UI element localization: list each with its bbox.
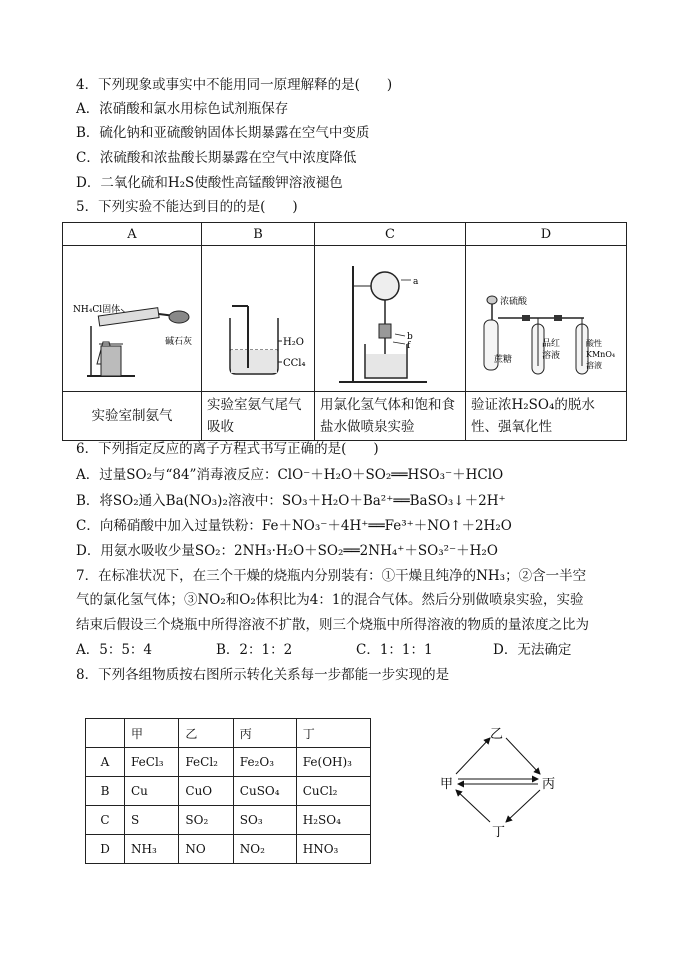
sulfuric-acid-test-figure [466, 246, 626, 391]
d-magenta-solution-label: 溶液 [542, 351, 561, 361]
q5-caption-c: 用氯化氢气体和饱和食盐水做喷泉实验 [315, 392, 466, 441]
q5-header-b: B [202, 223, 315, 246]
q5-caption-d: 验证浓H₂SO₄的脱水性、强氧化性 [466, 392, 627, 441]
c-f-label: f [407, 341, 411, 351]
table-cell: Fe₂O₃ [233, 748, 296, 777]
q7-line-3: 结束后假设三个烧瓶中所得溶液不扩散，则三个烧瓶中所得溶液的物质的量浓度之比为 [76, 617, 589, 633]
d-kmno4-label: KMnO₄ [586, 350, 616, 359]
q6-stem: 6．下列指定反应的离子方程式书写正确的是( ) [76, 441, 379, 457]
q8-header-bing: 丙 [233, 719, 296, 748]
q5-figure-b [202, 246, 315, 392]
q8-stem: 8．下列各组物质按右图所示转化关系每一步都能一步实现的是 [76, 667, 450, 683]
table-cell: CuSO₄ [233, 777, 296, 806]
row-label: A [86, 748, 125, 777]
table-cell: S [125, 806, 179, 835]
arrow-ding-to-jia [456, 790, 490, 822]
diagram-yi-label: 乙 [490, 727, 504, 742]
q7-option-b: B．2：1：2 [216, 642, 293, 658]
ammonia-prep-apparatus-figure [63, 246, 201, 391]
table-row [86, 806, 371, 835]
b-ccl4-label: CCl₄ [283, 358, 306, 369]
q7-line-2: 气的氯化氢气体；③NO₂和O₂体积比为4：1的混合气体。然后分别做喷泉实验，实验 [76, 592, 584, 608]
table-cell: SO₃ [233, 806, 296, 835]
table-cell: CuCl₂ [296, 777, 370, 806]
q4-option-a: A．浓硝酸和氯水用棕色试剂瓶保存 [76, 101, 289, 117]
q5-caption-a: 实验室制氨气 [63, 392, 202, 441]
table-row [86, 748, 371, 777]
d-acid-label: 浓硫酸 [500, 297, 528, 307]
table-cell: NH₃ [125, 835, 179, 864]
table-row [86, 777, 371, 806]
arrow-jia-to-yi [456, 738, 490, 774]
q6-option-d: D．用氨水吸收少量SO₂：2NH₃·H₂O＋SO₂══2NH₄⁺＋SO₃²⁻＋H₂O [76, 543, 498, 559]
q5-figure-c [315, 246, 466, 392]
b-water-label: H₂O [283, 337, 304, 348]
c-b-label: b [407, 332, 413, 342]
table-cell: CuO [179, 777, 233, 806]
q5-caption-b: 实验室氨气尾气吸收 [202, 392, 315, 441]
q6-option-b: B．将SO₂通入Ba(NO₃)₂溶液中：SO₃＋H₂O＋Ba²⁺══BaSO₃↓＋2H⁺ [76, 493, 506, 509]
q5-stem: 5．下列实验不能达到目的的是( ) [76, 199, 298, 215]
a-absorber-label: 碱石灰 [165, 337, 193, 347]
a-reagent-label: NH₄Cl固体 [73, 305, 121, 315]
q6-option-c: C．向稀硝酸中加入过量铁粉：Fe＋NO₃⁻＋4H⁺══Fe³⁺＋NO↑＋2H₂O [76, 518, 512, 534]
q5-header-c: C [315, 223, 466, 246]
q4-option-c: C．浓硫酸和浓盐酸长期暴露在空气中浓度降低 [76, 150, 357, 166]
q5-figure-a [63, 246, 202, 392]
diagram-ding-label: 丁 [492, 825, 506, 840]
q8-conversion-diagram [430, 722, 570, 844]
q7-option-c: C．1：1：1 [356, 642, 433, 658]
arrow-bing-to-ding [506, 790, 540, 822]
q4-stem: 4．下列现象或事实中不能用同一原理解释的是( ) [76, 77, 393, 93]
table-cell: SO₂ [179, 806, 233, 835]
d-acidic-label: 酸性 [586, 339, 602, 348]
table-cell: NO [179, 835, 233, 864]
table-cell: HNO₃ [296, 835, 370, 864]
q8-header-blank [86, 719, 125, 748]
q8-header-jia: 甲 [125, 719, 179, 748]
table-cell: Fe(OH)₃ [296, 748, 370, 777]
q8-substance-table [85, 718, 371, 864]
q7-option-d: D．无法确定 [493, 642, 572, 658]
table-cell: FeCl₂ [179, 748, 233, 777]
row-label: C [86, 806, 125, 835]
q5-figure-d [466, 246, 627, 392]
q5-header-d: D [466, 223, 627, 246]
fountain-experiment-figure [315, 246, 465, 391]
c-a-label: a [413, 277, 419, 287]
diagram-jia-label: 甲 [440, 777, 454, 792]
q8-header-yi: 乙 [179, 719, 233, 748]
table-cell: H₂SO₄ [296, 806, 370, 835]
table-cell: NO₂ [233, 835, 296, 864]
diagram-bing-label: 丙 [542, 777, 556, 792]
q4-option-b: B．硫化钠和亚硫酸钠固体长期暴露在空气中变质 [76, 125, 370, 141]
row-label: D [86, 835, 125, 864]
table-row [86, 835, 371, 864]
q8-header-ding: 丁 [296, 719, 370, 748]
q7-line-1: 7．在标准状况下，在三个干燥的烧瓶内分别装有：①干燥且纯净的NH₃；②含一半空 [76, 568, 587, 584]
q5-header-a: A [63, 223, 202, 246]
q7-option-a: A．5：5：4 [76, 642, 153, 658]
q5-experiment-table [62, 222, 627, 441]
table-cell: FeCl₃ [125, 748, 179, 777]
arrow-yi-to-bing [506, 738, 540, 774]
d-magenta-label: 品红 [542, 339, 561, 349]
table-cell: Cu [125, 777, 179, 806]
q6-option-a: A．过量SO₂与“84”消毒液反应：ClO⁻＋H₂O＋SO₂══HSO₃⁻＋HClO [76, 467, 504, 483]
d-sugar-label: 蔗糖 [494, 355, 513, 365]
d-kmno4-solution-label: 溶液 [586, 361, 602, 370]
row-label: B [86, 777, 125, 806]
q4-option-d: D．二氧化硫和H₂S使酸性高锰酸钾溶液褪色 [76, 175, 343, 191]
tail-gas-absorption-figure [202, 246, 314, 391]
